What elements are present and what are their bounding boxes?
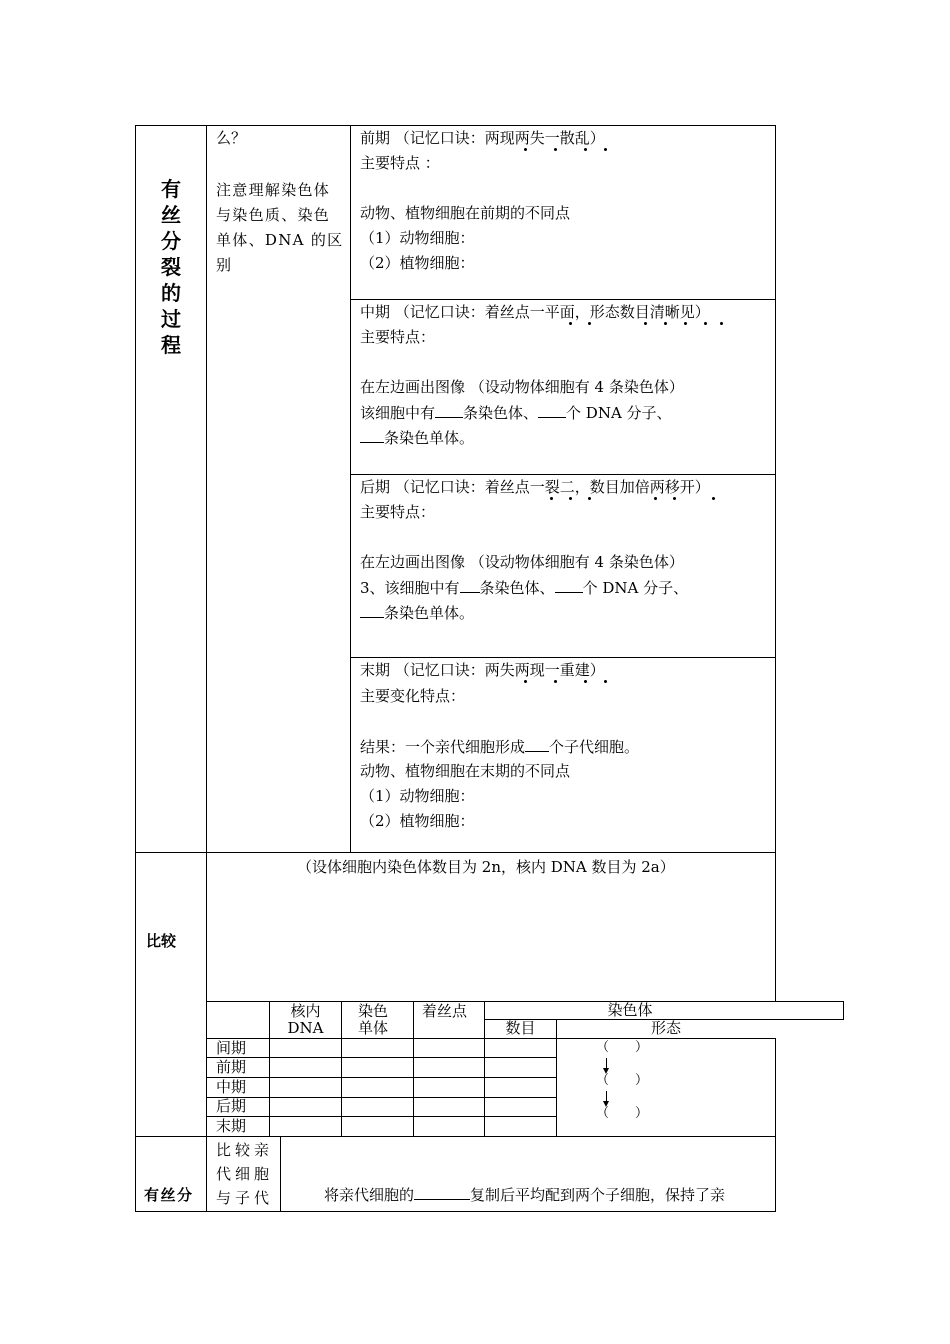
section-title-process: 有 丝 分 裂 的 过 程 [161,177,181,357]
left-col-question: 么？ [216,129,247,147]
anaphase-heading: 后期 （记忆口诀：着丝点一裂二，数目加倍两移开） [360,478,710,496]
emphasis-dot [654,497,657,500]
anaphase-question-cont: 条染色单体。 [360,602,474,623]
section-title-compare: 比较 [146,932,177,950]
answer-blank[interactable] [525,736,549,752]
header-shape: 形态 [650,1019,681,1037]
header-chromosome: 染色体 [607,1001,653,1019]
emphasis-dot [524,680,527,683]
anaphase-draw-instruction: 在左边画出图像 （设动物体细胞有 4 条染色体） [360,553,684,571]
answer-blank[interactable] [555,577,583,593]
answer-blank[interactable] [360,427,384,443]
header-nuclear-dna: 核内 DNA [287,1002,324,1037]
table-right-border-upper [775,125,776,1002]
answer-blank[interactable] [538,402,566,418]
col-divider-1 [206,125,207,1212]
emphasis-dot [569,322,572,325]
table-bottom-border [135,1211,776,1212]
row-label-anaphase: 后期 [216,1097,247,1115]
down-arrow-icon [606,1091,607,1103]
table-right-border-lower [775,1038,776,1212]
row-divider-metaphase [350,474,776,475]
compare-table-header-bottom [206,1038,776,1039]
emphasis-dot [524,148,527,151]
row-label-metaphase: 中期 [216,1078,247,1096]
emphasis-dot [569,497,572,500]
header-centromere: 着丝点 [422,1002,468,1020]
col-divider-2 [350,125,351,853]
table-top-border [135,125,776,126]
emphasis-dot [604,148,607,151]
prophase-features: 主要特点 ： [360,154,440,172]
emphasis-dot [704,322,707,325]
row-label-telophase: 末期 [216,1117,247,1135]
shape-mark: （ ） [596,1106,649,1121]
section3-subcolumn: 比较亲 代细胞 与子代 [216,1141,274,1207]
section-divider-1 [135,852,776,853]
telophase-features: 主要变化特点： [360,687,466,705]
prophase-diff: 动物、植物细胞在前期的不同点 [360,204,571,222]
emphasis-dot [588,322,591,325]
section3-col-divider [280,1136,281,1212]
section-divider-2 [135,1136,776,1137]
prophase-heading: 前期 （记忆口诀：两现两失一散乱） [360,129,605,147]
emphasis-dot [673,497,676,500]
row-divider-prophase [350,299,776,300]
emphasis-dot [584,148,587,151]
row-label-interphase: 间期 [216,1039,247,1057]
telophase-result: 结果：一个亲代细胞形成 个子代细胞。 [360,738,640,756]
shape-mark: （ ） [596,1040,649,1055]
answer-blank[interactable] [414,1184,470,1200]
emphasis-dot [554,680,557,683]
emphasis-dot [664,322,667,325]
compare-table-col [413,1001,414,1136]
header-chromatid: 染色 单体 [358,1002,389,1037]
telophase-diff: 动物、植物细胞在末期的不同点 [360,762,571,780]
compare-table-row-line [206,1097,556,1098]
metaphase-draw-instruction: 在左边画出图像 （设动物体细胞有 4 条染色体） [360,378,684,396]
prophase-animal: （1）动物细胞： [360,229,475,247]
answer-blank[interactable] [435,402,463,418]
emphasis-dot [550,497,553,500]
telophase-animal: （1）动物细胞： [360,787,475,805]
section3-statement: 将亲代细胞的 复制后平均配到两个子细胞，保持了亲 [324,1186,726,1204]
anaphase-question: 3、该细胞中有 条染色体、 个 DNA 分子、 [360,579,689,597]
compare-table-row-line [206,1116,556,1117]
row-divider-anaphase [350,657,776,658]
telophase-heading: 末期 （记忆口诀：两失两现一重建） [360,661,605,679]
metaphase-features: 主要特点： [360,328,436,346]
emphasis-dot [712,497,715,500]
telophase-plant: （2）植物细胞： [360,812,475,830]
metaphase-question-cont: 条染色单体。 [360,427,474,448]
emphasis-dot [644,322,647,325]
answer-blank[interactable] [460,577,480,593]
compare-table-right-ext [843,1001,844,1020]
compare-assumption: （设体细胞内染色体数目为 2n，核内 DNA 数目为 2a） [297,858,675,876]
emphasis-dot [584,680,587,683]
anaphase-features: 主要特点： [360,503,436,521]
emphasis-dot [588,497,591,500]
emphasis-dot [554,148,557,151]
compare-table-row-line [206,1077,556,1078]
metaphase-question: 该细胞中有 条染色体、 个 DNA 分子、 [360,404,672,422]
shape-mark: （ ） [596,1073,649,1088]
section-title-mitosis-meaning: 有丝分 [144,1186,194,1204]
emphasis-dot [720,322,723,325]
compare-table-row-line [206,1057,556,1058]
down-arrow-icon [606,1058,607,1070]
left-col-note: 注意理解染色体 与染色质、染色 单体、DNA 的区 别 [216,181,344,274]
row-label-prophase: 前期 [216,1058,247,1076]
emphasis-dot [604,680,607,683]
emphasis-dot [684,322,687,325]
prophase-plant: （2）植物细胞： [360,254,475,272]
answer-blank[interactable] [360,602,384,618]
header-count: 数目 [505,1019,536,1037]
metaphase-heading: 中期 （记忆口诀：着丝点一平面，形态数目清晰见） [360,303,710,321]
